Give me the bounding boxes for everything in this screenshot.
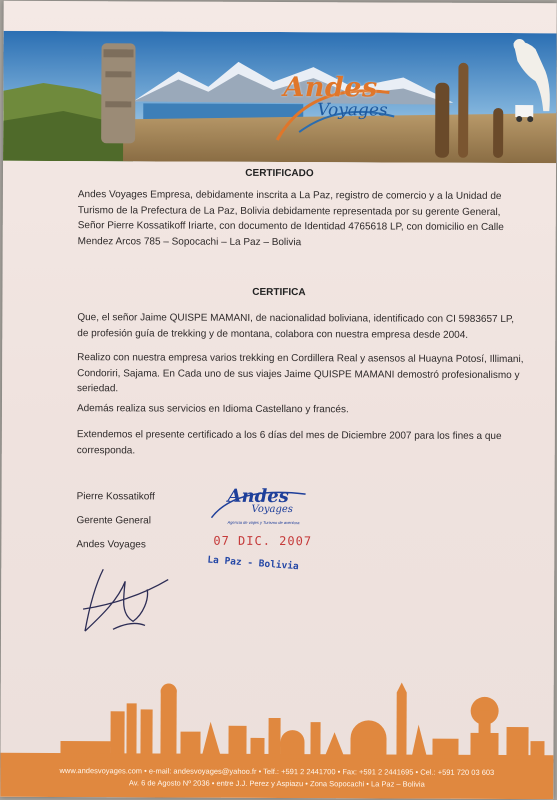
body-paragraph-2: Realizo con nuestra empresa varios trekking en Cordillera Real y asensos al Huayna Potosí, Illimani, Condoriri, Sajama. En Cada uno de sus viajes Jaime QUISPE MAMANI demostró profesionalismo y seriedad. <box>77 352 524 395</box>
company-stamp <box>205 484 315 584</box>
signatory-role: Gerente General <box>76 515 151 527</box>
footer-contact-line: www.andesvoyages.com • e-mail: andesvoyages@yahoo.fr • Telf.: +591 2 2441700 • Fax: +591 2 2441695 • Cel.: +591 720 03 603 <box>59 766 495 777</box>
header-banner <box>3 31 557 163</box>
certificado-heading: CERTIFICADO <box>245 167 314 180</box>
footer-address-line: Av. 6 de Agosto Nº 2036 • entre J.J. Perez y Aspiazu • Zona Sopocachi • La Paz – Bolivia <box>128 778 425 789</box>
stamp-date: 07 DIC. 2007 <box>213 533 313 549</box>
certificate-page <box>0 1 556 799</box>
stamp-city: La Paz - Bolivia <box>207 554 300 573</box>
body-paragraph-4: Extendemos el presente certificado a los 6 días del mes de Diciembre 2007 para los fines a que corresponda. <box>76 429 502 456</box>
signatory-name: Pierre Kossatikoff <box>76 491 155 503</box>
certifica-heading: CERTIFICA <box>252 286 306 299</box>
footer-band <box>0 757 553 799</box>
signatory-company: Andes Voyages <box>76 539 146 551</box>
logo-word-voyages: Voyages <box>317 100 388 121</box>
andes-voyages-logo <box>269 72 399 143</box>
intro-paragraph: Andes Voyages Empresa, debidamente inscrita a La Paz, registro de comercio y a la Unidad de Turismo de la Prefectura de La Paz, Bolivia debidamente representada por su gerente General, Señor Pierre Kossatikoff Iriarte, con documento de Identidad 4765618 LP, con domicilio en Calle Mendez Arcos 785 – Sopocachi – La Paz – Bolivia <box>77 189 504 248</box>
stamp-logo-voyages: Voyages <box>251 503 293 516</box>
stamp-tagline: Agencia de viajes y Turismo de aventura <box>227 519 300 526</box>
stamp-logo-andes: Andes <box>227 485 289 508</box>
handwritten-signature <box>73 559 173 639</box>
la-paz-skyline-illustration <box>0 681 553 763</box>
logo-word-andes: Andes <box>283 72 378 104</box>
body-paragraph-3: Además realiza sus servicios en Idioma Castellano y francés. <box>76 403 349 416</box>
body-paragraph-1: Que, el señor Jaime QUISPE MAMANI, de nacionalidad boliviana, identificado con CI 5983657 LP, de profesión guía de trekking y de montana, colabora con nuestra empresa desde 2004. <box>77 312 515 341</box>
